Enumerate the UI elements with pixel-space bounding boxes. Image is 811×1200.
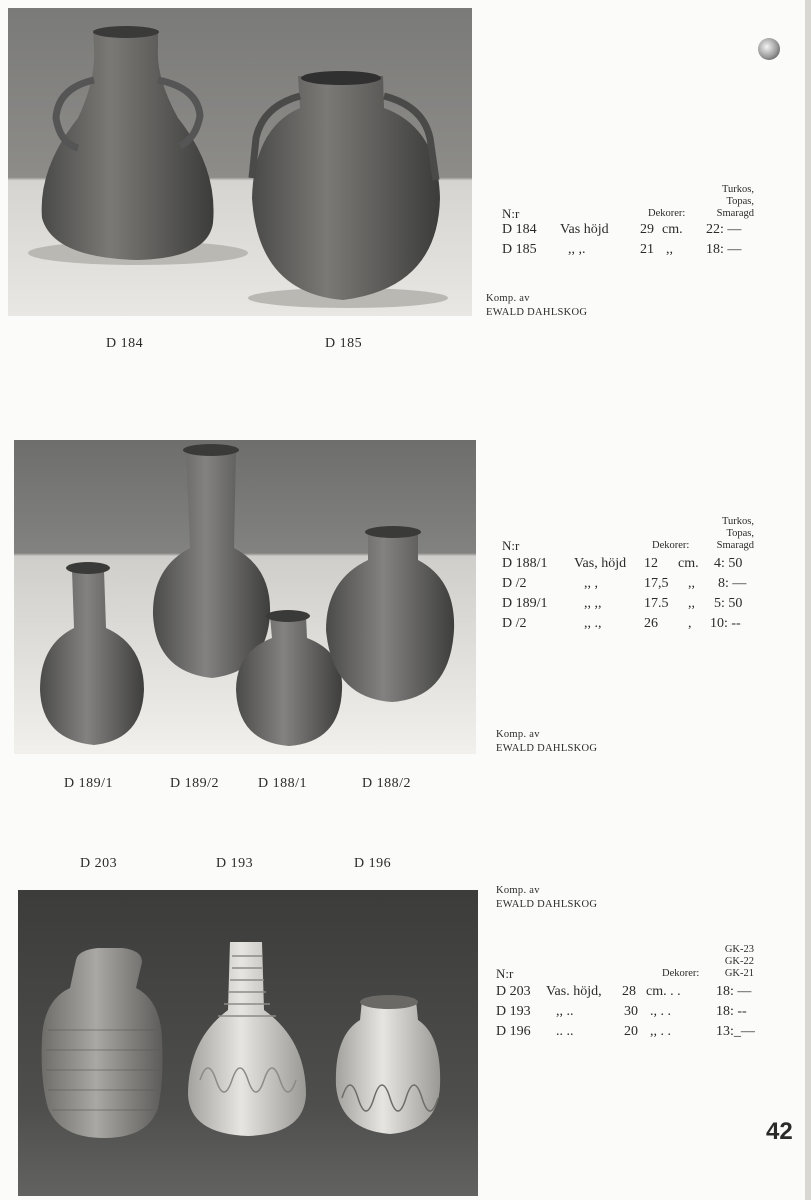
komp-label: Komp. av (496, 885, 540, 896)
row-nr: D 188/1 (502, 556, 548, 571)
color-header-line: GK-21 (724, 968, 754, 979)
row-size: 20 (624, 1024, 638, 1039)
row-unit: ., . . (650, 1004, 671, 1019)
row-nr: D 185 (502, 242, 537, 257)
color-header-line: Topas, (726, 528, 754, 539)
row-unit: cm. (678, 556, 699, 571)
row-size: 17,5 (644, 576, 669, 591)
row-size: 17.5 (644, 596, 669, 611)
row-unit: cm. . . (646, 984, 681, 999)
row-price: 4: 50 (714, 556, 743, 571)
color-header-line: GK-23 (724, 944, 754, 955)
row-nr: D /2 (502, 616, 527, 631)
designer-credit-3 (496, 884, 597, 912)
row-text: ,, .. (556, 1004, 574, 1019)
color-header-line: GK-22 (724, 956, 754, 967)
color-header-line: Turkos, (721, 516, 754, 527)
row-text: ,, , (584, 576, 598, 591)
nr-label: N:r (502, 206, 520, 221)
price-table-3 (484, 942, 760, 1047)
row-size: 30 (624, 1004, 638, 1019)
designer-name: EWALD DAHLSKOG (496, 743, 598, 754)
caption-d193: D 193 (216, 856, 254, 871)
color-header-line: Smaragd (716, 540, 754, 551)
color-header (688, 184, 754, 220)
row-nr: D 203 (496, 984, 531, 999)
photo-vases-d203-d193-d196 (18, 890, 478, 1196)
row-text: .. .. (556, 1024, 574, 1039)
row-text: ,, ., (584, 616, 602, 631)
komp-label: Komp. av (486, 293, 530, 304)
row-price: 18: — (716, 984, 752, 999)
nr-label: N:r (502, 538, 520, 553)
row-nr: D 193 (496, 1004, 531, 1019)
row-unit: ,, (688, 596, 695, 611)
row-size: 28 (622, 984, 636, 999)
color-header-line: Smaragd (716, 208, 754, 219)
designer-name: EWALD DAHLSKOG (486, 307, 588, 318)
row-text: ,, ,. (568, 242, 586, 257)
row-size: 21 (640, 242, 654, 257)
row-price: 13:_— (716, 1024, 755, 1039)
dekorer-label: Dekorer: (652, 540, 690, 551)
price-table-2 (488, 512, 760, 632)
row-price: 10: -- (710, 616, 741, 631)
row-text: ,, ,, (584, 596, 602, 611)
designer-credit-2 (496, 728, 597, 756)
row-unit: ,, (666, 242, 673, 257)
caption-d188-2: D 188/2 (362, 776, 411, 791)
page-edge (805, 0, 811, 1200)
row-price: 5: 50 (714, 596, 743, 611)
caption-d184: D 184 (106, 336, 144, 351)
row-unit: cm. (662, 222, 683, 237)
page-number: 42 (766, 1118, 793, 1145)
row-price: 8: — (718, 576, 747, 591)
row-nr: D /2 (502, 576, 527, 591)
komp-label: Komp. av (496, 729, 540, 740)
row-text: Vas, höjd (574, 556, 627, 571)
row-text: Vas. höjd, (546, 984, 602, 999)
nr-label: N:r (496, 966, 514, 981)
vase-d185 (252, 71, 440, 300)
row-nr: D 184 (502, 222, 537, 237)
price-table-1 (488, 180, 758, 270)
photo-1-illustration (8, 8, 472, 316)
caption-d196: D 196 (354, 856, 392, 871)
color-header (704, 944, 754, 980)
binder-hole (758, 38, 780, 60)
row-unit: ,, . . (650, 1024, 671, 1039)
row-nr: D 196 (496, 1024, 531, 1039)
color-header-line: Topas, (726, 196, 754, 207)
row-price: 18: -- (716, 1004, 747, 1019)
color-header (688, 516, 754, 552)
row-unit: ,, (688, 576, 695, 591)
row-size: 29 (640, 222, 654, 237)
photo-2-illustration (14, 440, 476, 754)
row-unit: , (688, 616, 692, 631)
photo-vases-d184-d185 (8, 8, 472, 316)
row-nr: D 189/1 (502, 596, 548, 611)
caption-d188-1: D 188/1 (258, 776, 307, 791)
row-size: 12 (644, 556, 658, 571)
photo-vases-d188-d189 (14, 440, 476, 754)
color-header-line: Turkos, (721, 184, 754, 195)
row-size: 26 (644, 616, 658, 631)
designer-name: EWALD DAHLSKOG (496, 899, 598, 910)
photo-3-illustration (18, 890, 478, 1196)
row-price: 18: — (706, 242, 742, 257)
dekorer-label: Dekorer: (662, 968, 700, 979)
row-text: Vas höjd (560, 222, 609, 237)
caption-d203: D 203 (80, 856, 118, 871)
dekorer-label: Dekorer: (648, 208, 686, 219)
caption-d189-2: D 189/2 (170, 776, 219, 791)
designer-credit-1 (486, 292, 587, 320)
row-price: 22: — (706, 222, 742, 237)
caption-d189-1: D 189/1 (64, 776, 113, 791)
caption-d185: D 185 (325, 336, 363, 351)
